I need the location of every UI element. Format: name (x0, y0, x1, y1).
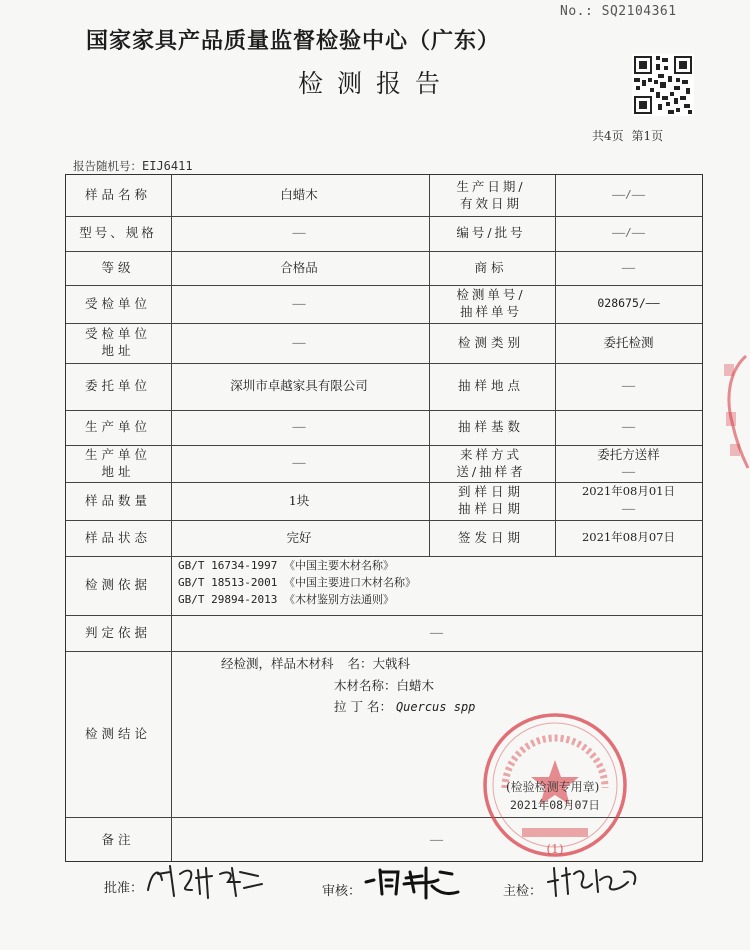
value-producer-address: —— (292, 456, 306, 469)
review-label: 审核： (322, 884, 362, 899)
edge-seal-fragment-icon (718, 352, 750, 472)
label-sampling-location: 抽样地点 (457, 378, 524, 393)
svg-text:(1): (1) (546, 842, 564, 856)
value-client: 深圳市卓越家具有限公司 (230, 378, 368, 393)
chief-inspector-label: 主检： (503, 884, 543, 899)
label-judgement-basis: 判定依据 (84, 624, 151, 640)
report-title: 检测报告 (298, 69, 455, 98)
page-indicator: 共4页 第1页 (592, 129, 664, 143)
reviewer-signature-icon (360, 862, 470, 902)
value-batch-number: ——/—— (611, 226, 646, 239)
label-sample-state: 样品状态 (84, 529, 151, 545)
value-issue-date: 2021年08月07日 (581, 529, 676, 544)
value-sampling-base: —— (621, 420, 636, 433)
institution-name: 国家家具产品质量监督检验中心（广东） (86, 28, 501, 54)
conclusion-line-2: 木材名称：白蜡木 (334, 678, 435, 693)
chief-inspector-signature-icon (540, 860, 650, 900)
test-basis-line: GB/T 18513-2001 《中国主要进口木材名称》 (178, 576, 416, 589)
approve-label: 批准： (104, 881, 144, 896)
label-producer: 生产单位 (84, 419, 151, 434)
test-basis-list (178, 557, 416, 608)
qr-code-icon (632, 54, 694, 116)
value-model: —— (292, 226, 306, 239)
label-test-order-number: 检测单号/ 抽样单号 (456, 287, 526, 319)
label-inspected-unit: 受检单位 (84, 295, 151, 311)
value-sampling-location: —— (621, 379, 636, 392)
conclusion-line-1: 经检测，样品木材科 名：大戟科 (221, 656, 411, 671)
label-remark: 备注 (101, 831, 135, 847)
report-random-number: 报告随机号：EIJ6411 (73, 159, 193, 173)
seal-label: (检验检测专用章) (506, 780, 600, 794)
value-judgement-basis: —— (429, 625, 444, 639)
label-model: 型号、规格 (79, 225, 157, 240)
value-sample-state: 完好 (286, 529, 312, 545)
label-issue-date: 签发日期 (457, 529, 524, 545)
value-producer: —— (292, 420, 306, 433)
label-batch-number: 编号/批号 (456, 225, 526, 240)
conclusion-line-3: 拉 丁 名： Quercus spp (334, 699, 476, 714)
label-trademark: 商标 (474, 259, 508, 275)
value-trademark: —— (621, 260, 636, 274)
label-sampling-base: 抽样基数 (457, 419, 524, 434)
label-production-date: 生产日期/ 有效日期 (456, 178, 526, 211)
value-inspected-address: —— (292, 335, 306, 349)
label-sample-name: 样品名称 (84, 187, 151, 202)
value-arrival-date: 2021年08月01日 —— (581, 484, 676, 515)
approver-signature-icon (140, 860, 270, 902)
label-inspected-address: 受检单位 地址 (84, 326, 151, 358)
test-basis-line: GB/T 16734-1997 《中国主要木材名称》 (178, 559, 394, 572)
value-test-category: 委托检测 (603, 334, 654, 350)
label-producer-address: 生产单位 地址 (84, 446, 151, 479)
label-client: 委托单位 (84, 378, 151, 393)
value-sample-name: 白蜡木 (280, 187, 318, 202)
value-remark: —— (429, 832, 444, 846)
value-production-date: ——/—— (611, 188, 646, 201)
value-sample-quantity: 1块 (288, 492, 310, 508)
label-sample-delivery: 来样方式 送/抽样者 (456, 446, 526, 479)
label-conclusion: 检测结论 (84, 725, 151, 741)
label-grade: 等级 (101, 259, 135, 275)
value-inspected-unit: —— (292, 296, 306, 310)
label-test-basis: 检测依据 (84, 577, 151, 592)
label-arrival-date: 到样日期 抽样日期 (457, 484, 524, 516)
test-basis-line: GB/T 29894-2013 《木材鉴别方法通则》 (178, 593, 394, 606)
label-sample-quantity: 样品数量 (84, 492, 151, 508)
report-number: No.: SQ2104361 (560, 4, 677, 19)
label-test-category: 检测类别 (457, 334, 524, 350)
seal-date: 2021年08月07日 (510, 798, 600, 812)
value-test-order-number: 028675/—— (597, 295, 660, 310)
value-sample-delivery: 委托方送样 —— (597, 446, 660, 478)
value-grade: 合格品 (280, 259, 318, 275)
